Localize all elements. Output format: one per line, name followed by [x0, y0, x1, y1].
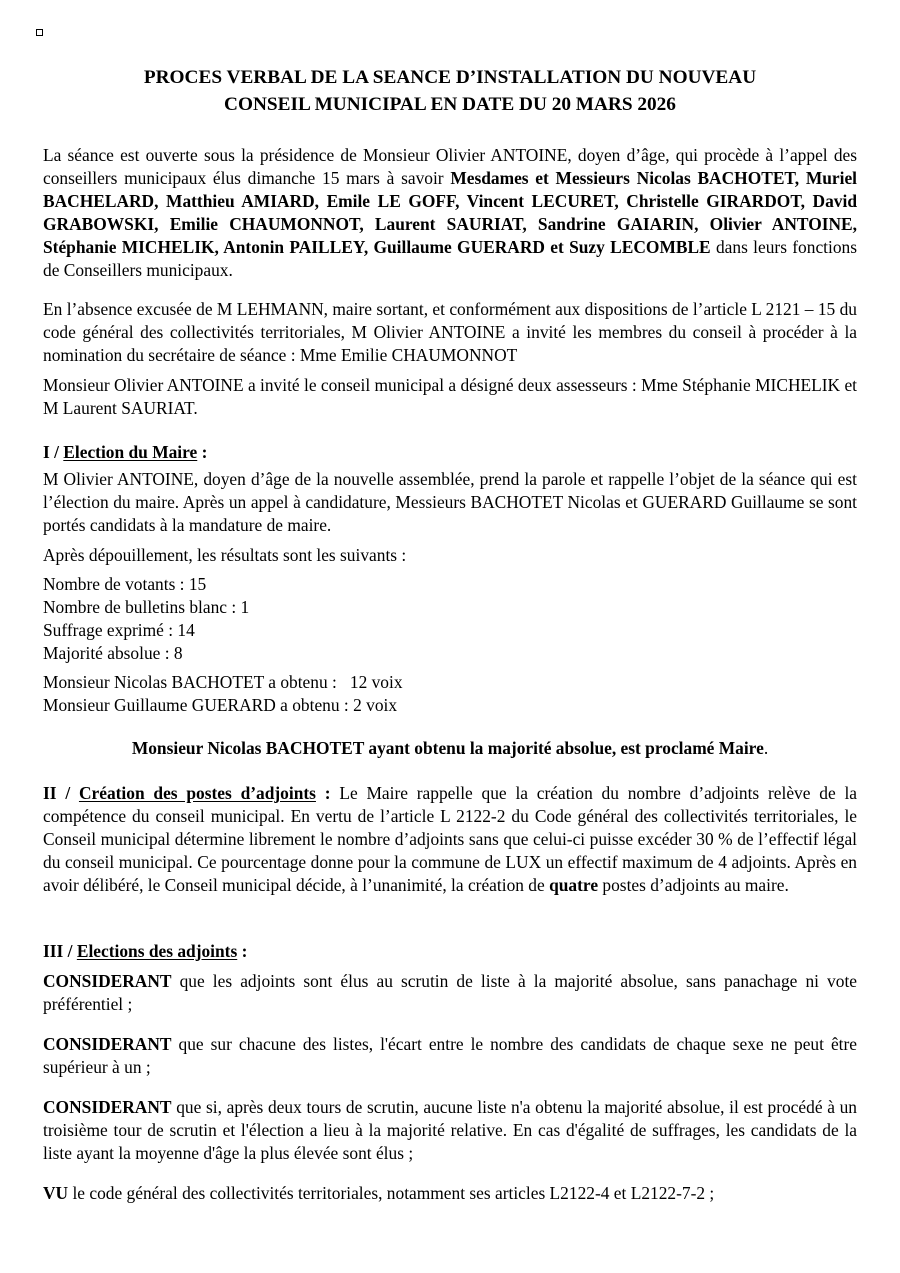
intro-paragraph — [43, 144, 857, 282]
considerant-1 — [43, 970, 857, 1016]
proclamation-period: . — [763, 738, 769, 758]
considerant-2 — [43, 1033, 857, 1079]
section-2-suffix: : — [315, 783, 331, 803]
considerant-keyword: CONSIDERANT — [43, 1097, 172, 1117]
section-3-heading — [43, 940, 857, 963]
vote-stats-list — [43, 573, 857, 665]
section-2-number: II / — [43, 783, 79, 803]
section-1-number: I / — [43, 442, 64, 462]
vu-keyword: VU — [43, 1183, 69, 1203]
candidate-votes-list — [43, 671, 857, 717]
vote-guerard: Monsieur Guillaume GUERARD a obtenu : 2 voix — [43, 695, 398, 715]
section-3-title: Elections des adjoints — [76, 941, 238, 961]
stat-bulletins-blanc: Nombre de bulletins blanc : 1 — [43, 597, 250, 617]
section-1-suffix: : — [197, 442, 208, 462]
considerant-text: que les adjoints sont élus au scrutin de liste à la majorité absolue, sans panachage ni vote préférentiel ; — [43, 971, 857, 1014]
section-2-text: Le Maire rappelle que la création du nombre d’adjoints relève de la compétence du conseil municipal. En vertu de l’article L 2122-2 du Code général des collectivités territoriales, le Conseil municipal détermine librement le nombre d’adjoints sans que celui-ci puisse excéder 30 % de l’effectif légal du conseil municipal. Ce pourcentage donne pour la commune de LUX un effectif maximum de 4 adjoints. Après en avoir délibéré, le Conseil municipal décide, à l’unanimité, la création de — [43, 783, 857, 895]
section-2-title: Création des postes d’adjoints — [78, 783, 316, 803]
intro-end: dans leurs fonctions de Conseillers municipaux. — [43, 237, 857, 280]
considerant-text: que sur chacune des listes, l'écart entre le nombre des candidats de chaque sexe ne peut être supérieur à un ; — [43, 1034, 857, 1077]
stat-suffrage-exprime: Suffrage exprimé : 14 — [43, 620, 195, 640]
document-title — [44, 64, 856, 118]
vu-text: le code général des collectivités territoriales, notamment ses articles L2122-4 et L2122-7-2 ; — [68, 1183, 715, 1203]
section-3-suffix: : — [237, 941, 248, 961]
election-maire-paragraph: M Olivier ANTOINE, doyen d’âge de la nouvelle assemblée, prend la parole et rappelle l’objet de la séance qui est l’élection du maire. Après un appel à candidature, Messieurs BACHOTET Nicolas et GUERARD Guillaume se sont portés candidats à la mandature de maire. — [43, 469, 857, 535]
stat-majorite-absolue: Majorité absolue : 8 — [43, 643, 183, 663]
proclamation — [43, 737, 857, 760]
considerant-keyword: CONSIDERANT — [43, 971, 172, 991]
results-intro: Après dépouillement, les résultats sont les suivants : — [43, 545, 407, 565]
section-1-title: Election du Maire — [63, 442, 198, 462]
section-1-heading — [43, 441, 857, 464]
considerant-keyword: CONSIDERANT — [43, 1034, 172, 1054]
stat-votants: Nombre de votants : 15 — [43, 574, 207, 594]
proclamation-text: Monsieur Nicolas BACHOTET ayant obtenu la majorité absolue, est proclamé Maire — [131, 738, 764, 758]
section-2-paragraph — [43, 782, 857, 897]
absence-paragraph: En l’absence excusée de M LEHMANN, maire sortant, et conformément aux dispositions de l’article L 2121 – 15 du code général des collectivités territoriales, M Olivier ANTOINE a invité les membres du conseil à procéder à la nomination du secrétaire de séance : Mme Emilie CHAUMONNOT — [43, 299, 857, 365]
title-line-2: CONSEIL MUNICIPAL EN DATE DU 20 MARS 2026 — [224, 94, 676, 115]
title-line-1: PROCES VERBAL DE LA SEANCE D’INSTALLATION DU NOUVEAU — [143, 67, 757, 88]
intro-text: La séance est ouverte sous la présidence de Monsieur Olivier ANTOINE, doyen d’âge, qui procède à l’appel des conseillers municipaux élus dimanche 15 mars à savoir — [43, 145, 857, 188]
section-2-text-end: postes d’adjoints au maire. — [598, 875, 789, 895]
section-3-number: III / — [43, 941, 77, 961]
considerant-text: que si, après deux tours de scrutin, aucune liste n'a obtenu la majorité absolue, il est procédé à un troisième tour de scrutin et l'élection a lieu à la majorité relative. En cas d'égalité de suffrages, les candidats de la liste ayant la moyenne d'âge la plus élevée sont élus ; — [43, 1097, 857, 1163]
councillor-names: Mesdames et Messieurs Nicolas BACHOTET, Muriel BACHELARD, Matthieu AMIARD, Emile LE GOFF, Vincent LECURET, Christelle GIRARDOT, David GRABOWSKI, Emilie CHAUMONNOT, Laurent SAURIAT, Sandrine GAIARIN, Olivier ANTOINE, Stéphanie MICHELIK, Antonin PAILLEY, Guillaume GUERARD et Suzy LECOMBLE — [43, 168, 857, 257]
vu-clause — [43, 1182, 857, 1205]
considerant-3 — [43, 1096, 857, 1165]
assesseurs-paragraph: Monsieur Olivier ANTOINE a invité le conseil municipal a désigné deux assesseurs : Mme Stéphanie MICHELIK et M Laurent SAURIAT. — [43, 375, 857, 418]
corner-marker — [36, 29, 43, 36]
vote-bachotet: Monsieur Nicolas BACHOTET a obtenu : 12 voix — [43, 672, 403, 692]
quatre-bold: quatre — [549, 875, 599, 895]
